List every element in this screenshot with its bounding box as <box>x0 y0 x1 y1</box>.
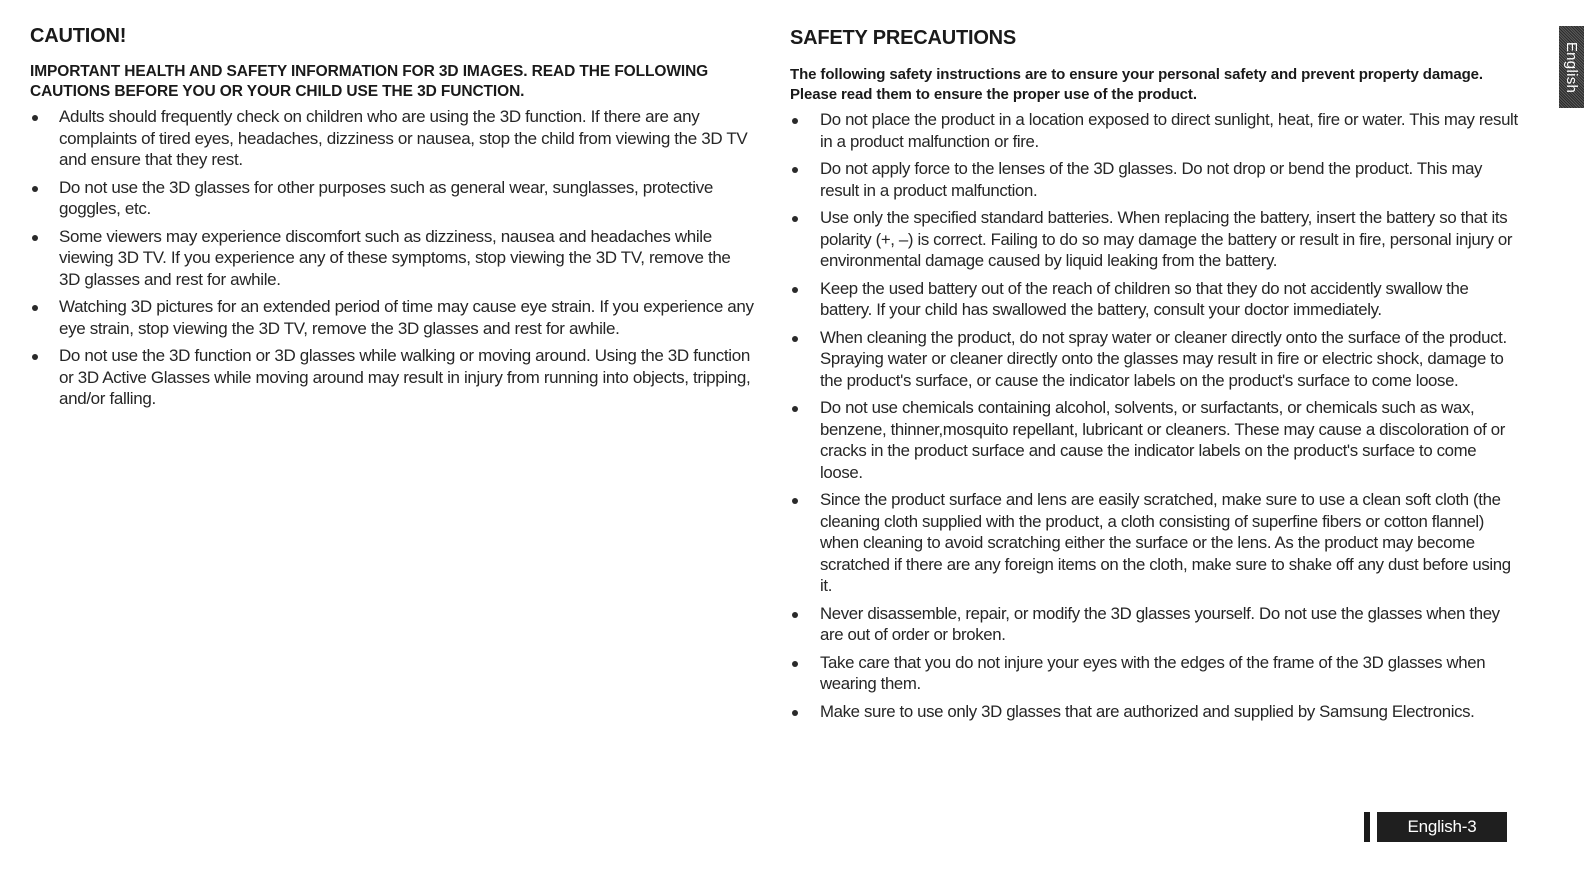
bullet-icon <box>792 216 798 222</box>
safety-item-text: When cleaning the product, do not spray water or cleaner directly onto the surface of the product. Spraying water or cleaner directly onto the glasses may result in fire or electric shock, damage to the product's surface, or cause the indicator labels on the product's surface to come loose. <box>820 327 1507 390</box>
caution-section <box>30 0 755 416</box>
bullet-icon <box>792 498 798 504</box>
safety-item-7 <box>790 489 1518 597</box>
bullet-icon <box>792 406 798 412</box>
safety-item-10 <box>790 701 1518 723</box>
safety-item-5 <box>790 327 1518 392</box>
caution-item-5 <box>30 345 755 410</box>
bullet-icon <box>792 661 798 667</box>
safety-item-8 <box>790 603 1518 646</box>
bullet-icon <box>792 612 798 618</box>
safety-item-6 <box>790 397 1518 483</box>
safety-item-text: Use only the specified standard batteries. When replacing the battery, insert the battery so that its polarity (+, –) is correct. Failing to do so may damage the battery or result in fire, personal injury or environmental damage caused by liquid leaking from the battery. <box>820 208 1513 270</box>
safety-section <box>790 0 1518 728</box>
language-side-tab-label: English <box>1563 41 1581 93</box>
caution-item-3 <box>30 226 755 291</box>
safety-heading: SAFETY PRECAUTIONS <box>790 27 1017 49</box>
bullet-icon <box>792 710 798 716</box>
safety-item-4 <box>790 278 1518 321</box>
bullet-icon <box>792 118 798 124</box>
caution-list <box>30 106 755 410</box>
caution-intro: IMPORTANT HEALTH AND SAFETY INFORMATION FOR 3D IMAGES. READ THE FOLLOWING CAUTIONS BEFORE YOU OR YOUR CHILD USE THE 3D FUNCTION. <box>30 63 709 100</box>
caution-item-4 <box>30 296 755 339</box>
safety-item-text: Take care that you do not injure your eyes with the edges of the frame of the 3D glasses when wearing them. <box>820 652 1486 693</box>
safety-item-9 <box>790 652 1518 695</box>
caution-heading: CAUTION! <box>30 25 127 47</box>
bullet-icon <box>792 167 798 173</box>
footer-marker <box>1364 812 1370 842</box>
page-number-label: English-3 <box>1377 812 1507 842</box>
safety-item-text: Keep the used battery out of the reach of children so that they do not accidently swallow the battery. If your child has swallowed the battery, consult your doctor immediately. <box>820 278 1469 319</box>
safety-item-text: Since the product surface and lens are easily scratched, make sure to use a clean soft cloth (the cleaning cloth supplied with the product, a cloth consisting of superfine fibers or cotton flannel) when cleaning to avoid scratching either the surface or the lens. As the product may become scratched if there are any foreign items on the cloth, make sure to shake off any dust before using it. <box>820 490 1511 595</box>
safety-item-text: Do not apply force to the lenses of the 3D glasses. Do not drop or bend the product. This may result in a product malfunction. <box>820 159 1483 200</box>
bullet-icon <box>32 115 38 121</box>
safety-item-text: Never disassemble, repair, or modify the 3D glasses yourself. Do not use the glasses when they are out of order or broken. <box>820 603 1500 644</box>
safety-item-3 <box>790 207 1518 272</box>
safety-list <box>790 109 1518 722</box>
bullet-icon <box>32 235 38 241</box>
caution-item-text: Do not use the 3D glasses for other purposes such as general wear, sunglasses, protective goggles, etc. <box>59 177 713 218</box>
safety-intro: The following safety instructions are to ensure your personal safety and prevent property damage. Please read them to ensure the proper use of the product. <box>790 66 1483 103</box>
caution-item-text: Do not use the 3D function or 3D glasses while walking or moving around. Using the 3D function or 3D Active Glasses while moving around may result in injury from running into objects, tripping, and/or falling. <box>59 346 751 408</box>
safety-item-text: Do not place the product in a location exposed to direct sunlight, heat, fire or water. This may result in a product malfunction or fire. <box>820 110 1518 151</box>
safety-item-text: Do not use chemicals containing alcohol, solvents, or surfactants, or chemicals such as wax, benzene, thinner,mosquito repellant, lubricant or cleaners. These may cause a discoloration of or cracks in the product surface and cause the indicator labels on the product's surface to come loose. <box>820 398 1505 482</box>
bullet-icon <box>32 186 38 192</box>
caution-item-1 <box>30 106 755 171</box>
bullet-icon <box>792 336 798 342</box>
safety-item-1 <box>790 109 1518 152</box>
language-side-tab <box>1559 26 1584 108</box>
caution-item-text: Watching 3D pictures for an extended period of time may cause eye strain. If you experience any eye strain, stop viewing the 3D TV, remove the 3D glasses and rest for awhile. <box>59 297 754 338</box>
caution-item-text: Some viewers may experience discomfort such as dizziness, nausea and headaches while viewing 3D TV. If you experience any of these symptoms, stop viewing the 3D TV, remove the 3D glasses and rest for awhile. <box>59 226 731 289</box>
caution-item-text: Adults should frequently check on children who are using the 3D function. If there are any complaints of tired eyes, headaches, dizziness or nausea, stop the child from viewing the 3D TV and ensure that they rest. <box>59 107 748 169</box>
safety-item-2 <box>790 158 1518 201</box>
bullet-icon <box>792 287 798 293</box>
bullet-icon <box>32 354 38 360</box>
safety-item-text: Make sure to use only 3D glasses that are authorized and supplied by Samsung Electronics. <box>820 701 1475 721</box>
bullet-icon <box>32 305 38 311</box>
caution-item-2 <box>30 177 755 220</box>
